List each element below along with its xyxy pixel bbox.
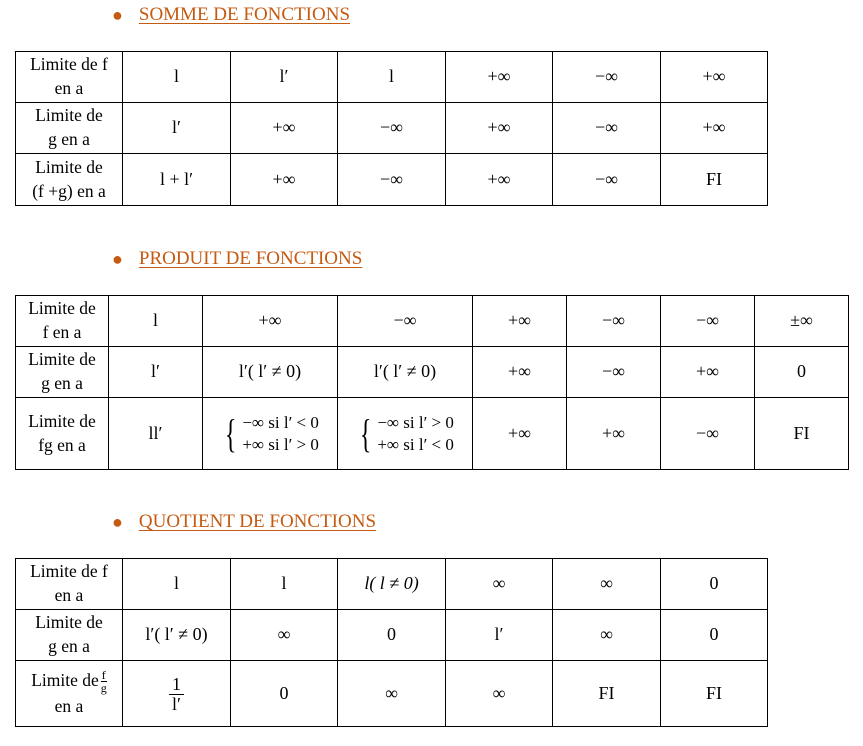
row-header: Limite de g en a <box>16 103 123 154</box>
table-cell: −∞ <box>338 296 473 347</box>
section-title-text: QUOTIENT DE FONCTIONS <box>138 511 377 532</box>
section-title-produit <box>112 248 362 270</box>
table-cell: ∞ <box>446 661 553 727</box>
table-cell: −∞ <box>567 347 661 398</box>
table-cell: −∞ <box>553 154 661 206</box>
table-cell: +∞ <box>473 296 567 347</box>
table-cell: +∞ <box>203 296 338 347</box>
table-cell: +∞ <box>473 398 567 470</box>
table-cell: l′ <box>231 52 338 103</box>
section-title-text: SOMME DE FONCTIONS <box>138 4 351 25</box>
table-cell: l( l ≠ 0) <box>338 559 446 610</box>
table-cell: +∞ <box>231 103 338 154</box>
table-cell: l + l′ <box>123 154 231 206</box>
row-header: Limite de $\frac{f}{g}$ en a <box>16 661 123 727</box>
table-cell: +∞ <box>661 347 755 398</box>
table-cell: l <box>231 559 338 610</box>
row-header: Limite de f en a <box>16 296 109 347</box>
table-row <box>16 398 849 470</box>
case-line: +∞ si l′ < 0 <box>377 434 454 454</box>
table-cell: l′ <box>109 347 203 398</box>
row-header: Limite de g en a <box>16 610 123 661</box>
piecewise-cases <box>221 412 319 455</box>
table-cell: −∞ <box>338 154 446 206</box>
table-cell: 0 <box>661 610 768 661</box>
bullet-icon: ● <box>112 511 123 532</box>
table-cell: +∞ <box>473 347 567 398</box>
table-cell: l′ <box>123 103 231 154</box>
table-cell: FI <box>755 398 849 470</box>
table-cell: FI <box>553 661 661 727</box>
table-cell: −∞ <box>661 296 755 347</box>
table-cell: ∞ <box>553 559 661 610</box>
table-cell: FI <box>661 661 768 727</box>
table-cell: 0 <box>231 661 338 727</box>
table-cell: l′( l′ ≠ 0) <box>203 347 338 398</box>
table-cell-fraction <box>123 661 231 727</box>
table-cell: ±∞ <box>755 296 849 347</box>
bullet-icon: ● <box>112 4 123 25</box>
table-cell: l <box>123 559 231 610</box>
table-cell: −∞ <box>553 103 661 154</box>
table-cell: l <box>109 296 203 347</box>
table-cell: FI <box>661 154 768 206</box>
table-cell: l <box>123 52 231 103</box>
table-row <box>16 52 768 103</box>
section-title-somme <box>112 4 350 26</box>
table-cell: −∞ <box>567 296 661 347</box>
row-header: Limite de g en a <box>16 347 109 398</box>
table-row <box>16 559 768 610</box>
row-header: Limite de fg en a <box>16 398 109 470</box>
table-cell: −∞ <box>553 52 661 103</box>
case-line: +∞ si l′ > 0 <box>242 434 319 454</box>
piecewise-cases <box>356 412 454 455</box>
row-header: Limite de f en a <box>16 52 123 103</box>
table-cell: +∞ <box>661 103 768 154</box>
table-row <box>16 347 849 398</box>
table-cell-cases <box>203 398 338 470</box>
brace-icon: { <box>224 410 237 456</box>
table-quotient <box>15 558 768 727</box>
bullet-icon: ● <box>112 248 123 269</box>
brace-icon: { <box>359 410 372 456</box>
table-cell: +∞ <box>231 154 338 206</box>
table-cell: +∞ <box>661 52 768 103</box>
table-cell: +∞ <box>446 52 553 103</box>
table-cell: l′( l′ ≠ 0) <box>338 347 473 398</box>
row-header: Limite de (f +g) en a <box>16 154 123 206</box>
table-cell: 0 <box>338 610 446 661</box>
table-cell: l <box>338 52 446 103</box>
table-cell: 0 <box>661 559 768 610</box>
table-row <box>16 103 768 154</box>
table-cell: l′ <box>446 610 553 661</box>
table-cell: ∞ <box>446 559 553 610</box>
table-cell: ∞ <box>231 610 338 661</box>
table-cell: −∞ <box>661 398 755 470</box>
table-cell: ∞ <box>553 610 661 661</box>
section-title-text: PRODUIT DE FONCTIONS <box>138 248 363 269</box>
row-header: Limite de f en a <box>16 559 123 610</box>
fraction: $\frac{1}{l'}$ <box>169 675 184 714</box>
table-cell: l′( l′ ≠ 0) <box>123 610 231 661</box>
table-cell: −∞ <box>338 103 446 154</box>
case-line: −∞ si l′ < 0 <box>242 413 319 433</box>
table-cell: +∞ <box>567 398 661 470</box>
table-cell-cases <box>338 398 473 470</box>
table-cell: ∞ <box>338 661 446 727</box>
table-row <box>16 296 849 347</box>
section-title-quotient <box>112 511 376 533</box>
table-produit <box>15 295 849 470</box>
head-fraction: $\frac{f}{g}$ <box>100 667 107 696</box>
table-row <box>16 610 768 661</box>
table-cell: +∞ <box>446 154 553 206</box>
table-cell: ll′ <box>109 398 203 470</box>
case-line: −∞ si l′ > 0 <box>377 413 454 433</box>
table-cell: 0 <box>755 347 849 398</box>
table-somme <box>15 51 768 206</box>
table-row <box>16 154 768 206</box>
table-cell: +∞ <box>446 103 553 154</box>
table-row <box>16 661 768 727</box>
